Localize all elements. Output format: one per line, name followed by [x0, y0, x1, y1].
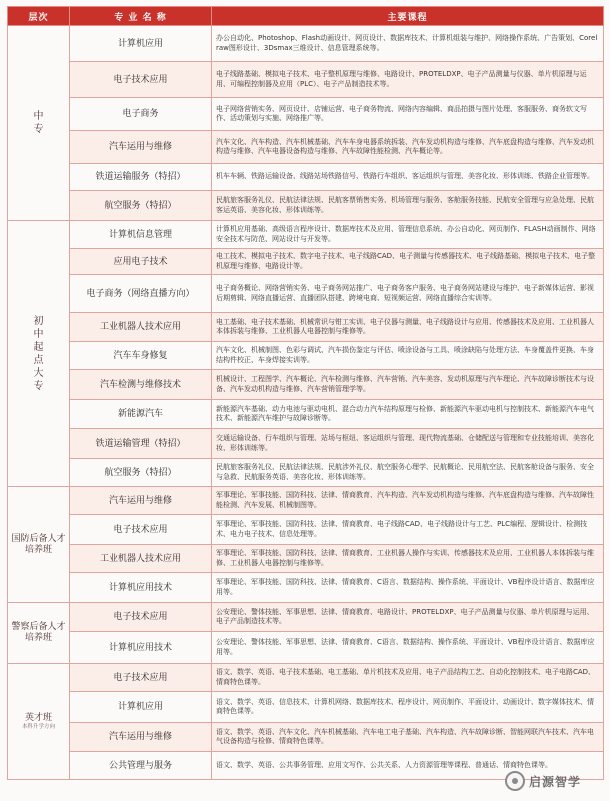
major-name: 计算机应用技术 — [70, 573, 212, 603]
curriculum-table — [7, 6, 604, 780]
course-list: 语文、数学、英语、汽车文化、汽车机械基础、汽车电工电子基础、汽车构造、汽车故障诊断、智能网联汽车技术、汽车电气设备构造与检修、情商特色课等。 — [212, 723, 604, 752]
course-list: 民航旅客服务礼仪、民航法律法规、民航客票销售实务、机场管理与服务、客舱服务技能、民航安全管理与应急处理、民航客运英语、美容化妆、形体训练等。 — [212, 191, 604, 221]
table-row — [8, 545, 604, 573]
course-list: 语文、数学、英语、电子技术基础、电工基础、单片机技术及应用、电子产品结构工艺、自动化控制技术、电子电路CAD、情商特色课等。 — [212, 664, 604, 692]
watermark — [505, 768, 605, 794]
table-row — [8, 164, 604, 191]
level-label: 英才班 — [24, 712, 52, 723]
level-label: 中专 — [33, 111, 44, 135]
major-name: 计算机应用 — [70, 26, 212, 62]
course-list: 军事理论、军事技能、国防科技、法律、情商教育、工业机器人操作与实训、传感器技术及应用、工业机器人本体拆装与维修、工业机器人电器控制与维修等。 — [212, 545, 604, 573]
major-name: 汽车车身修复 — [70, 342, 212, 370]
table-row — [8, 603, 604, 632]
level-label: 国防后备人才培养班 — [11, 533, 66, 555]
course-list: 电工技术、模拟电子技术、数字电子技术、电子线路CAD、电子测量与传感器技术、电子线路基础、模拟电子技术、电子整机原理与维修、电路设计等。 — [212, 249, 604, 275]
major-name: 铁道运输服务（特招） — [70, 164, 212, 191]
course-list: 军事理论、军事技能、国防科技、法律、情商教育、电子线路CAD、电子线路设计与工艺、PLC编程、逻辑设计、检测技术、电力电子技术、信息处理等。 — [212, 515, 604, 545]
major-name: 计算机应用 — [70, 692, 212, 723]
table-row — [8, 429, 604, 459]
table-row — [8, 370, 604, 400]
table-row — [8, 98, 604, 131]
watermark-text: 启源智学 — [529, 774, 582, 789]
course-list: 交通运输设备、行车组织与管理、站场与枢纽、客运组织与管理、现代物流基础、仓储配送与管理和专业技能培训、美容化妆、形体训练等。 — [212, 429, 604, 459]
major-name: 汽车运用与维修 — [70, 131, 212, 164]
course-list: 语文、数学、英语、公共事务管理、应用文写作、公共关系、人力资源管理等课程、普通话、情商特色课等。 — [212, 752, 604, 780]
table-row — [8, 26, 604, 62]
major-name: 公共管理与服务 — [70, 752, 212, 780]
level-cell — [8, 26, 70, 221]
table-row — [8, 191, 604, 221]
header-level: 层次 — [8, 7, 70, 26]
table-row — [8, 632, 604, 664]
major-name: 新能源汽车 — [70, 400, 212, 429]
major-name: 电子技术应用 — [70, 664, 212, 692]
table-row — [8, 723, 604, 752]
major-name: 计算机应用技术 — [70, 632, 212, 664]
table-row — [8, 131, 604, 164]
course-list: 语文、数学、英语、信息技术、计算机网络、数据库技术、程序设计、网页制作、平面设计、动画设计、数字媒体技术、情商特色课等。 — [212, 692, 604, 723]
course-list: 新能源汽车基础、动力电池与驱动电机、混合动力汽车结构原理与检修、新能源汽车驱动电机与控制技术、新能源汽车电气技术、新能源汽车维护与故障诊断等。 — [212, 400, 604, 429]
level-label: 警察后备人才培养班 — [11, 622, 66, 643]
table-row — [8, 313, 604, 342]
table-row — [8, 275, 604, 313]
table-header-row — [8, 7, 604, 26]
table-row — [8, 487, 604, 515]
table-row — [8, 692, 604, 723]
course-list: 民航旅客服务礼仪、民航法律法规、民航涉外礼仪、航空服务心理学、民航概论、民用航空法、民航客舱设备与服务、安全与急救、民航服务英语、美容化妆、形体训练等。 — [212, 459, 604, 487]
table-row — [8, 342, 604, 370]
major-name: 电子技术应用 — [70, 62, 212, 98]
level-cell — [8, 603, 70, 664]
table-row — [8, 664, 604, 692]
major-name: 电子商务（网络直播方向） — [70, 275, 212, 313]
table-row — [8, 459, 604, 487]
course-list: 机械设计、工程图学、汽车概论、汽车检测与维修、汽车营销、汽车美容、发动机原理与汽车理论、汽车故障诊断技术与设备、汽车发动机构造与维修、汽车营销管理学等。 — [212, 370, 604, 400]
course-list: 机车车辆、铁路运输设备、线路站场铁路信号、铁路行车组织、客运组织与管理、美容化妆、形体训练、铁路企业管理等。 — [212, 164, 604, 191]
course-list: 电子商务概论、网络营销实务、电子商务网站推广、电子商务客户服务、电子商务网站建设与维护、电子新媒体运营、影视后期剪辑、网络直播运营、直播团队搭建、跨境电商、短视频运营、网络直播综合实训等。 — [212, 275, 604, 313]
major-name: 航空服务（特招） — [70, 459, 212, 487]
table-row — [8, 62, 604, 98]
major-name: 汽车运用与维修 — [70, 723, 212, 752]
wechat-logo-icon — [505, 771, 525, 791]
level-cell — [8, 221, 70, 487]
level-note: 本科升学方向 — [21, 723, 55, 730]
course-list: 汽车文化、汽车构造、汽车机械基础、汽车车身电器系统拆装、汽车发动机构造与维修、汽车底盘构造与维修、汽车发动机构造与维修、汽车电器设备构造与维修、汽车故障性能检测、汽车概论等。 — [212, 131, 604, 164]
course-list: 计算机应用基础、高级语言程序设计、数据库技术及应用、管理信息系统、办公自动化、网页制作、FLASH动画制作、网络安全技术与防范、网站设计与开发等。 — [212, 221, 604, 249]
course-list: 办公自动化、Photoshop、Flash动画设计、网页设计、数据库技术、计算机组装与维护、网络操作系统、广告策划、Corelraw图形设计、3Dsmax三维设计、信息管理系统等。 — [212, 26, 604, 62]
course-list: 汽车文化、机械制图、色彩与调试、汽车损伤鉴定与评估、喷涂设备与工具、喷涂缺陷与处理方法、车身覆盖件更换、车身结构件校正、车身焊接实训等。 — [212, 342, 604, 370]
course-list: 军事理论、军事技能、国防科技、法律、情商教育、汽车构造、汽车发动机构造与维修、汽车底盘构造与维修、汽车故障性能检测、汽车发展、机械制图等。 — [212, 487, 604, 515]
table-row — [8, 221, 604, 249]
major-name: 工业机器人技术应用 — [70, 313, 212, 342]
major-name: 电子商务 — [70, 98, 212, 131]
table-row — [8, 515, 604, 545]
level-cell — [8, 664, 70, 780]
major-name: 应用电子技术 — [70, 249, 212, 275]
header-courses: 主要课程 — [212, 7, 604, 26]
major-name: 汽车运用与维修 — [70, 487, 212, 515]
course-list: 电子网络营销实务、网页设计、店铺运营、电子商务物流、网络内容编辑、商品拍摄与图片处理、客服服务、商务软文写作、活动策划与实施、网络推广等。 — [212, 98, 604, 131]
level-label: 初中起点大专 — [33, 315, 44, 392]
major-name: 工业机器人技术应用 — [70, 545, 212, 573]
major-name: 计算机信息管理 — [70, 221, 212, 249]
course-list: 电工基础、电子技术基础、机械常识与钳工实训、电子仪器与测量、电子线路设计与应用、传感器技术及应用、工业机器人本体拆装与维修、工业机器人电器控制与维修等。 — [212, 313, 604, 342]
table-row — [8, 400, 604, 429]
major-name: 汽车检测与维修技术 — [70, 370, 212, 400]
level-cell — [8, 487, 70, 603]
table-row — [8, 573, 604, 603]
course-list: 军事理论、军事技能、国防科技、法律、情商教育、C语言、数据结构、操作系统、平面设计、VB程序设计语言、数据库应用等。 — [212, 573, 604, 603]
course-list: 公安理论、警体技能、军事思想、法律、情商教育、C语言、数据结构、操作系统、平面设计、VB程序设计语言、数据库应用等。 — [212, 632, 604, 664]
course-list: 电子线路基础、模拟电子技术、电子整机原理与维修、电路设计、PROTELDXP、电子产品测量与仪器、单片机原理与运用、可编程控制器及应用（PLC）、电子产品制造技术等。 — [212, 62, 604, 98]
table-body — [8, 26, 604, 780]
major-name: 电子技术应用 — [70, 603, 212, 632]
course-list: 公安理论、警体技能、军事思想、法律、情商教育、电路设计、PROTELDXP、电子产品测量与仪器、单片机原理与运用、电子产品制造技术等。 — [212, 603, 604, 632]
table-row — [8, 249, 604, 275]
major-name: 铁道运输管理（特招） — [70, 429, 212, 459]
header-major: 专 业 名 称 — [70, 7, 212, 26]
major-name: 航空服务（特招） — [70, 191, 212, 221]
major-name: 电子技术应用 — [70, 515, 212, 545]
